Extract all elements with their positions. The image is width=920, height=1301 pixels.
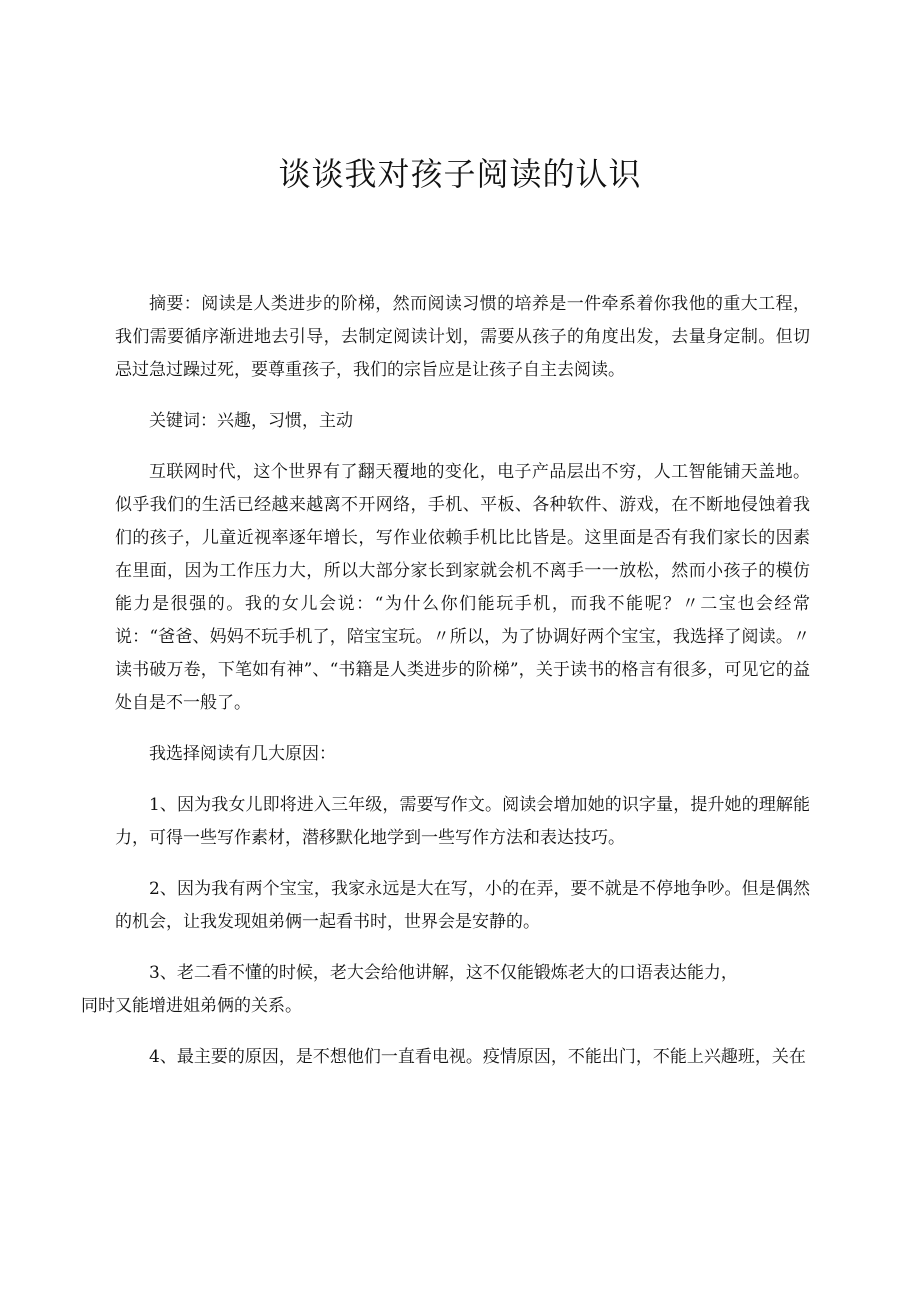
intro-paragraph: 互联网时代，这个世界有了翻天覆地的变化，电子产品层出不穷，人工智能铺天盖地。似乎我们的生活已经越来越离不开网络，手机、平板、各种软件、游戏，在不断地侵蚀着我们的孩子，儿童近视率逐年增长，写作业依赖手机比比皆是。这里面是否有我们家长的因素在里面，因为工作压力大，所以大部分家长到家就会机不离手一一放松，然而小孩子的模仿能力是很强的。我的女儿会说：“为什么你们能玩手机，而我不能呢？〃二宝也会经常说：“爸爸、妈妈不玩手机了，陪宝宝玩。〃所以，为了协调好两个宝宝，我选择了阅读。〃读书破万卷，下笔如有神”、“书籍是人类进步的阶梯”，关于读书的格言有很多，可见它的益处自是不一般了。 bbox=[115, 462, 810, 713]
reason-2-paragraph: 2、因为我有两个宝宝，我家永远是大在写，小的在弄，要不就是不停地争吵。但是偶然的机会，让我发现姐弟俩一起看书时，世界会是安静的。 bbox=[115, 879, 810, 932]
reason-3-line-2: 同时又能增进姐弟俩的关系。 bbox=[81, 996, 302, 1016]
reasons-intro-paragraph: 我选择阅读有几大原因： bbox=[149, 744, 336, 764]
reason-3-line-1: 3、老二看不懂的时候，老大会给他讲解，这不仅能锻炼老大的口语表达能力， bbox=[149, 963, 738, 983]
reason-4-paragraph: 4、最主要的原因，是不想他们一直看电视。疫情原因，不能出门，不能上兴趣班，关在 bbox=[149, 1047, 806, 1067]
reason-1-paragraph: 1、因为我女儿即将进入三年级，需要写作文。阅读会增加她的识字量，提升她的理解能力，可得一些写作素材，潜移默化地学到一些写作方法和表达技巧。 bbox=[115, 795, 810, 848]
reason-3-paragraph bbox=[81, 957, 810, 1023]
keywords-paragraph: 关键词：兴趣，习惯，主动 bbox=[149, 411, 353, 431]
abstract-paragraph: 摘要：阅读是人类进步的阶梯，然而阅读习惯的培养是一件牵系着你我他的重大工程，我们需要循序渐进地去引导，去制定阅读计划，需要从孩子的角度出发，去量身定制。但切忌过急过躁过死，要尊重孩子，我们的宗旨应是让孩子自主去阅读。 bbox=[115, 294, 810, 380]
document-body bbox=[81, 288, 810, 1092]
document-title: 谈谈我对孩子阅读的认识 bbox=[278, 155, 642, 193]
